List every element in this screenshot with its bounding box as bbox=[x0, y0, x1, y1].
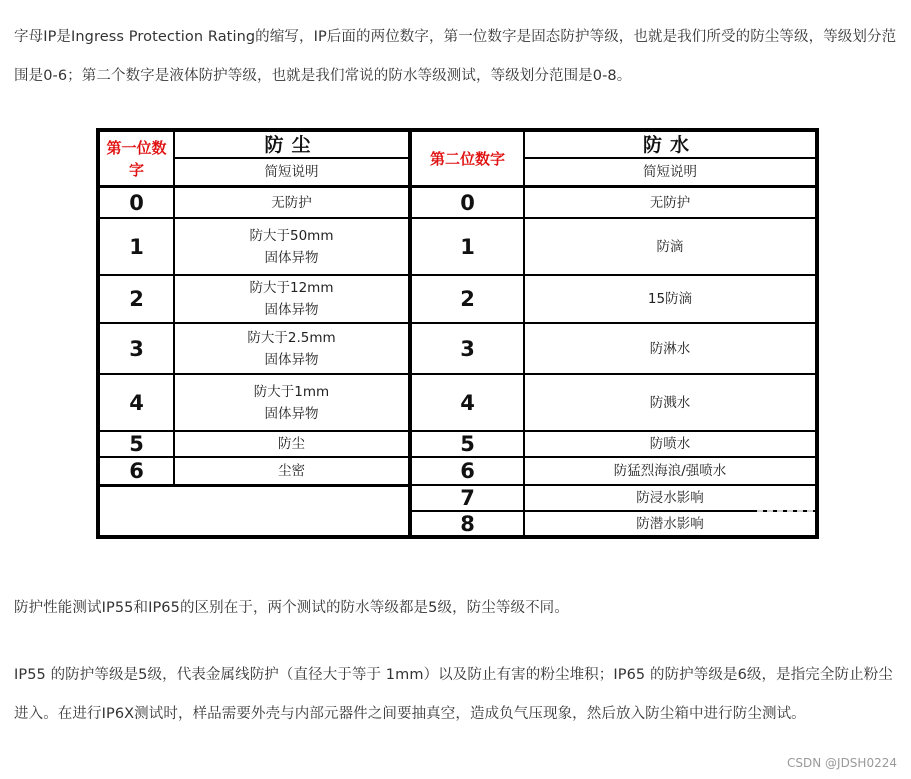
water-desc-cell: 无防护 bbox=[525, 188, 815, 217]
dust-desc-cell: 防大于50mm 固体异物 bbox=[175, 219, 408, 274]
dust-desc-cell: 防大于12mm 固体异物 bbox=[175, 276, 408, 322]
water-desc-cell: 防潜水影响 bbox=[525, 512, 815, 535]
water-level-cell: 8 bbox=[412, 512, 523, 535]
dust-level-cell: 2 bbox=[100, 276, 173, 322]
ip-rating-table-image bbox=[96, 128, 819, 539]
dust-desc-cell: 尘密 bbox=[175, 458, 408, 484]
water-desc-cell: 防猛烈海浪/强喷水 bbox=[525, 458, 815, 484]
dust-level-cell: 5 bbox=[100, 432, 173, 456]
water-level-cell: 6 bbox=[412, 458, 523, 484]
water-title-cell: 防水 bbox=[525, 132, 815, 157]
water-level-cell: 5 bbox=[412, 432, 523, 456]
water-level-cell: 4 bbox=[412, 375, 523, 430]
water-desc-cell: 防滴 bbox=[525, 219, 815, 274]
dust-level-cell: 4 bbox=[100, 375, 173, 430]
dust-short-desc-cell: 简短说明 bbox=[175, 159, 408, 185]
water-desc-cell: 15防滴 bbox=[525, 276, 815, 322]
scan-artifact-dashes bbox=[757, 510, 813, 512]
dust-level-cell: 0 bbox=[100, 188, 173, 217]
detail-paragraph: IP55 的防护等级是5级，代表金属线防护（直径大于等于 1mm）以及防止有害的粉尘堆积；IP65 的防护等级是6级，是指完全防止粉尘进入。在进行IP6X测试时，样品需要外壳与内部元器件之间要抽真空，造成负气压现象，然后放入防尘箱中进行防尘测试。 bbox=[14, 667, 893, 722]
water-short-desc-cell: 简短说明 bbox=[525, 159, 815, 185]
water-desc-cell: 防溅水 bbox=[525, 375, 815, 430]
right-header-cell: 第二位数字 bbox=[412, 132, 523, 185]
water-desc-cell: 防淋水 bbox=[525, 324, 815, 373]
dust-level-cell: 3 bbox=[100, 324, 173, 373]
empty-merged-cell bbox=[100, 487, 408, 535]
dust-desc-cell: 防大于1mm 固体异物 bbox=[175, 375, 408, 430]
dust-title-cell: 防尘 bbox=[175, 132, 408, 157]
csdn-watermark: CSDN @JDSH0224 bbox=[787, 756, 897, 770]
left-header-cell: 第一位数字 bbox=[100, 132, 173, 185]
water-level-cell: 0 bbox=[412, 188, 523, 217]
dust-desc-cell: 防大于2.5mm 固体异物 bbox=[175, 324, 408, 373]
water-level-cell: 1 bbox=[412, 219, 523, 274]
dust-level-cell: 1 bbox=[100, 219, 173, 274]
dust-level-cell: 6 bbox=[100, 458, 173, 484]
difference-paragraph: 防护性能测试IP55和IP65的区别在于，两个测试的防水等级都是5级，防尘等级不同。 bbox=[14, 600, 569, 616]
dust-desc-cell: 防尘 bbox=[175, 432, 408, 456]
water-level-cell: 7 bbox=[412, 486, 523, 510]
water-level-cell: 2 bbox=[412, 276, 523, 322]
dust-desc-cell: 无防护 bbox=[175, 188, 408, 217]
water-level-cell: 3 bbox=[412, 324, 523, 373]
water-desc-cell: 防喷水 bbox=[525, 432, 815, 456]
intro-paragraph: 字母IP是Ingress Protection Rating的缩写，IP后面的两位数字，第一位数字是固态防护等级，也就是我们所受的防尘等级，等级划分范围是0-6；第二个数字是液体防护等级，也就是我们常说的防水等级测试，等级划分范围是0-8。 bbox=[14, 29, 897, 84]
water-desc-cell: 防浸水影响 bbox=[525, 486, 815, 510]
